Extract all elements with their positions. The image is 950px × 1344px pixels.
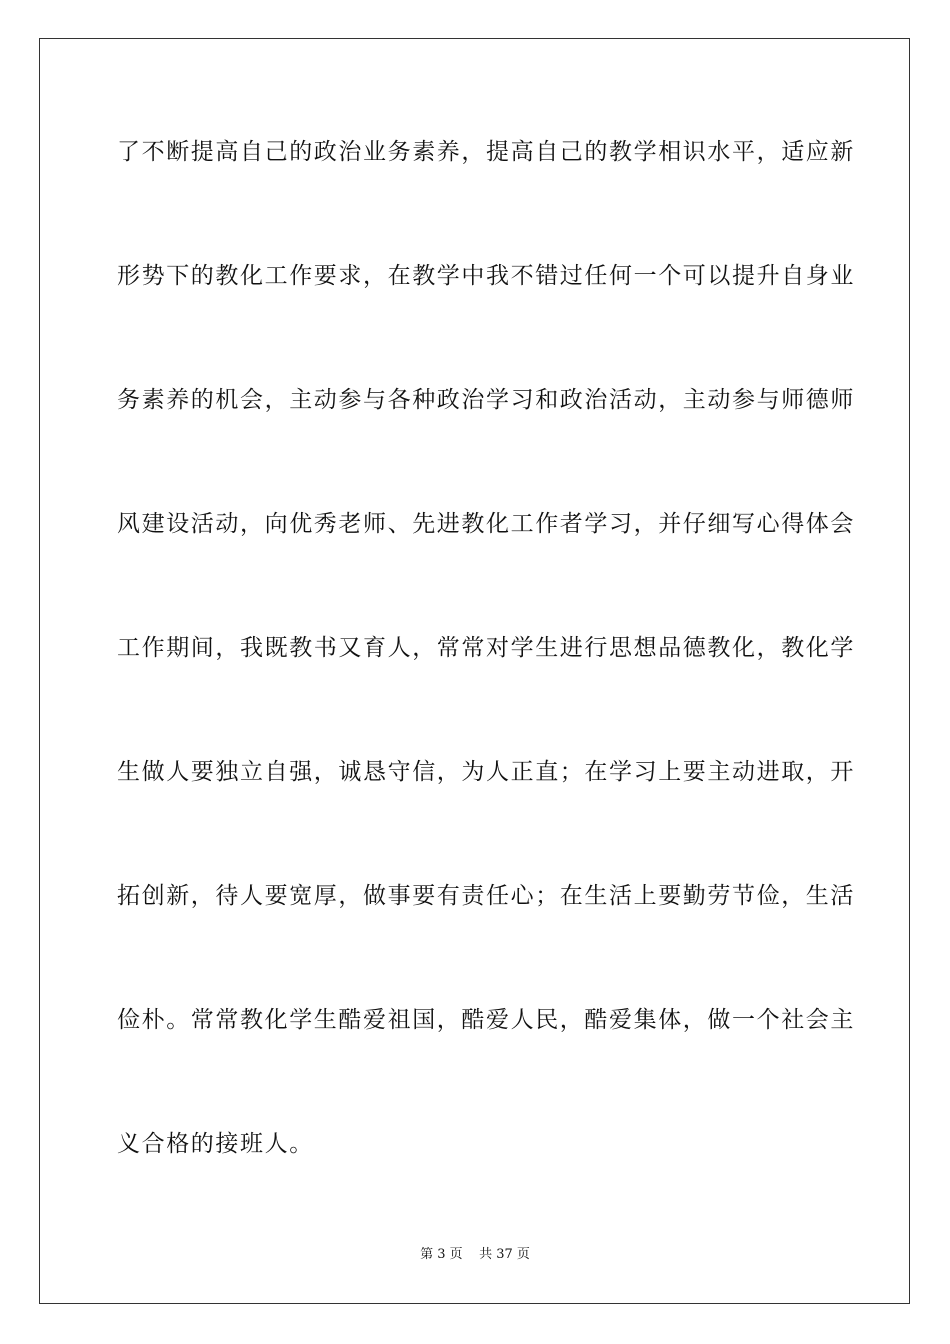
- text-line: 务素养的机会，主动参与各种政治学习和政治活动，主动参与师德师: [117, 387, 855, 413]
- text-line: 生做人要独立自强，诚恳守信，为人正直；在学习上要主动进取，开: [117, 759, 855, 785]
- text-line: 义合格的接班人。: [117, 1131, 314, 1157]
- page-number-footer: 第 3 页 共 37 页: [420, 1247, 530, 1262]
- text-line: 俭朴。常常教化学生酷爱祖国，酷爱人民，酷爱集体，做一个社会主: [117, 1007, 855, 1033]
- page-border: [39, 38, 910, 1304]
- text-line: 工作期间，我既教书又育人，常常对学生进行思想品德教化，教化学: [117, 635, 855, 661]
- text-line: 拓创新，待人要宽厚，做事要有责任心；在生活上要勤劳节俭，生活: [117, 883, 855, 909]
- text-line: 形势下的教化工作要求，在教学中我不错过任何一个可以提升自身业: [117, 263, 855, 289]
- text-line: 了不断提高自己的政治业务素养，提高自己的教学相识水平，适应新: [117, 139, 855, 165]
- text-line: 风建设活动，向优秀老师、先进教化工作者学习，并仔细写心得体会: [117, 511, 855, 537]
